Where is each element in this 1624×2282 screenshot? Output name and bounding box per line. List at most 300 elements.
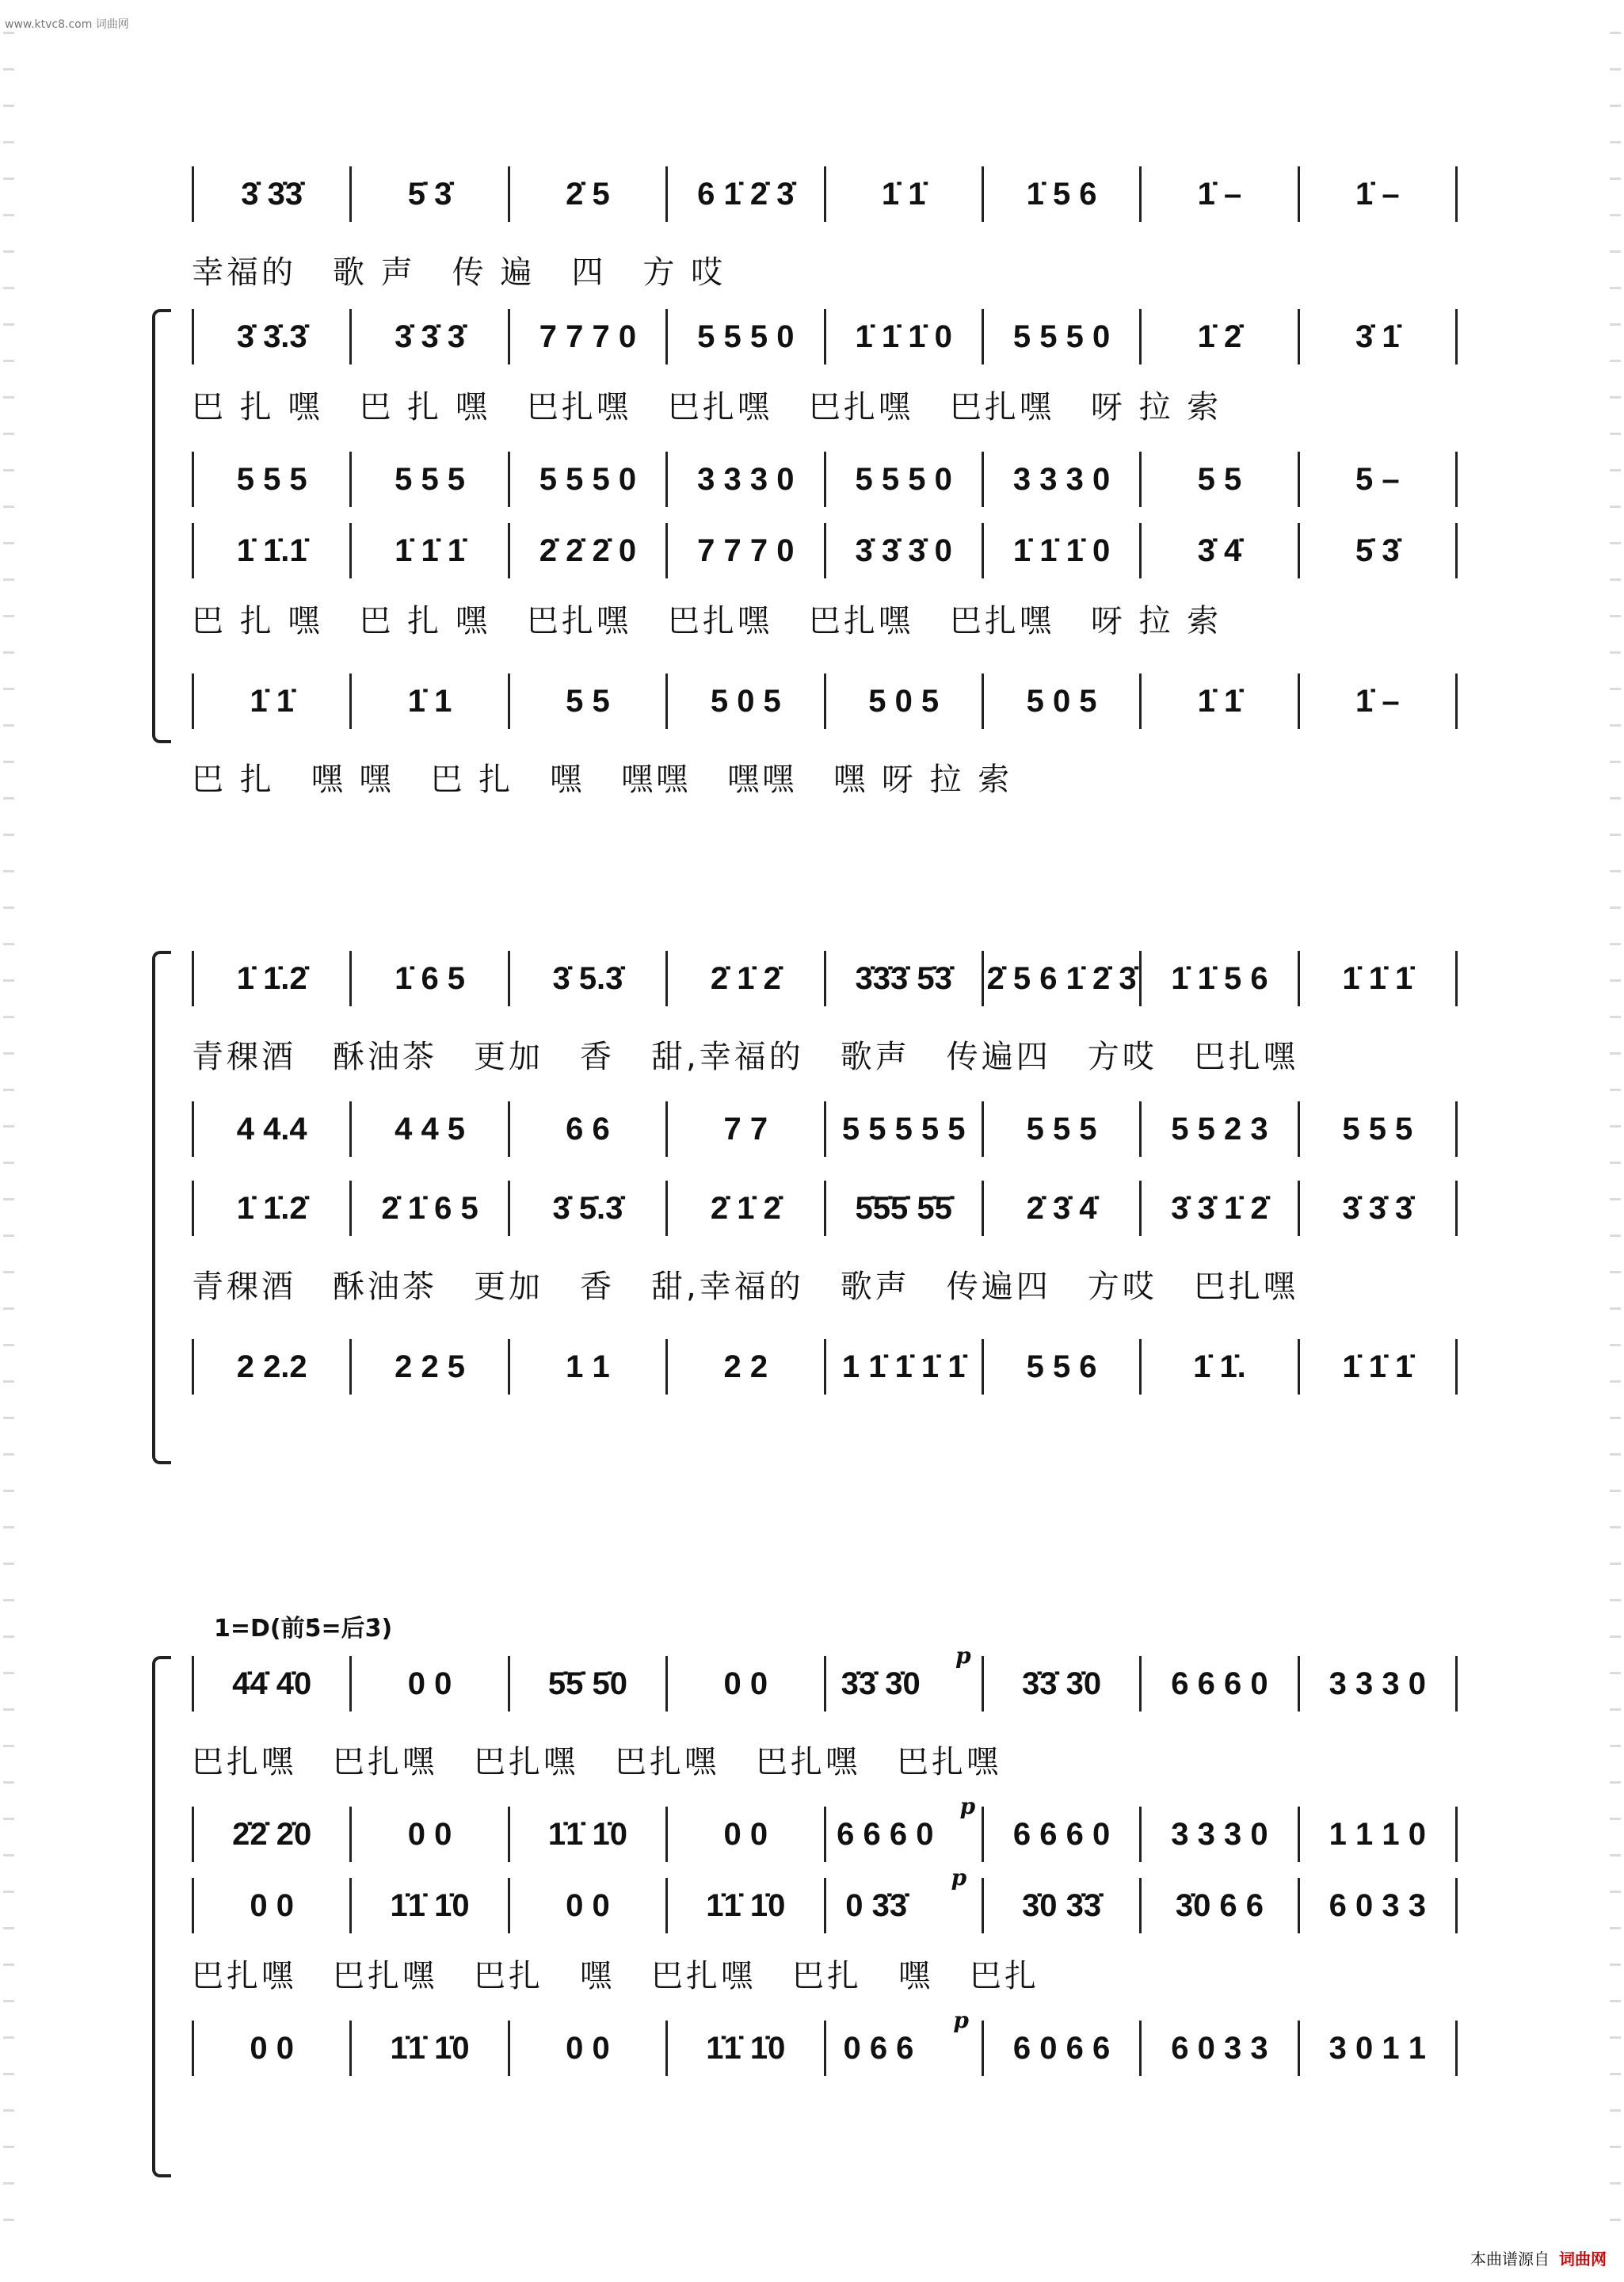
measure [510, 951, 668, 1006]
measure [194, 452, 352, 507]
lyric-chunk: 呀 拉 索 [1090, 602, 1222, 639]
measure [826, 674, 984, 729]
measure [352, 523, 509, 578]
measure-row [192, 674, 1458, 729]
measure [510, 1339, 668, 1395]
measure-notes: 1̇ 1̇ 1̇ [1342, 1349, 1413, 1384]
measure-notes: 5 0 5 [710, 683, 781, 719]
lyric-chunk: 巴 扎 嘿 [192, 602, 323, 639]
measure-notes: 1̇1̇ 1̇0 [706, 2030, 786, 2066]
measure [1142, 1878, 1299, 1933]
lyric-chunk: 嘿 [550, 761, 585, 798]
footer-source-label: 本曲谱源自 [1470, 2250, 1550, 2269]
measure [984, 1339, 1142, 1395]
measure [1142, 951, 1299, 1006]
measure-notes: 2̇ 2̇ 2̇ 0 [539, 532, 637, 568]
measure [510, 452, 668, 507]
measure-notes: 1̇ 1̇ 5 6 [1171, 960, 1268, 996]
measure-notes: 6 0 3 3 [1329, 1887, 1426, 1923]
lyric-chunk: 嘿 [580, 1957, 615, 1994]
measure [984, 674, 1142, 729]
measure [352, 1181, 509, 1236]
measure-notes: 6 0 6 6 [1012, 2030, 1111, 2066]
measure-notes: 4̇4̇ 4̇0 [232, 1666, 312, 1701]
lyric-chunk: 嘿 [898, 1957, 933, 1994]
lyric-chunk: 巴 扎 嘿 [359, 602, 490, 639]
measure-notes: 7 7 7 0 [697, 532, 795, 568]
measure [668, 1656, 825, 1712]
site-watermark: www.ktvc8.com 词曲网 [5, 18, 129, 31]
measure [668, 1181, 825, 1236]
lyric-chunk: 巴扎嘿 [526, 388, 631, 425]
measure-notes: 4 4.4 [236, 1111, 307, 1147]
measure [352, 1807, 509, 1862]
measure-notes: 3̇3̇ 3̇0 [841, 1666, 921, 1701]
measure-notes: 5̇5̇ 5̇0 [547, 1666, 627, 1701]
measure [984, 523, 1142, 578]
measure-notes: 1̇1̇ 1̇0 [547, 1816, 627, 1852]
measure-row [192, 166, 1458, 222]
measure-notes: 0 0 [723, 1666, 768, 1701]
measure-notes: 2 2 [723, 1349, 768, 1384]
measure-notes: 5 0 5 [1026, 683, 1097, 719]
measure [984, 1807, 1142, 1862]
lyric-chunk: 香 [580, 1038, 615, 1075]
measure-notes: 1̇ – [1197, 176, 1242, 212]
measure [826, 1339, 984, 1395]
lyric-chunk: 传 遍 [452, 254, 536, 291]
measure-notes: 1̇ 1̇ 1̇ 0 [855, 319, 952, 354]
footer-site-name: 词曲网 [1559, 2250, 1607, 2269]
measure-notes: 1̇ 1̇ [881, 176, 926, 212]
measure-notes: 5 – [1355, 461, 1400, 497]
measure [826, 523, 984, 578]
lyric-chunk: 方哎 [1087, 1268, 1157, 1305]
measure-notes: 1̇ 1̇ 1̇ [395, 532, 466, 568]
measure [510, 674, 668, 729]
measure-notes: 2 2.2 [236, 1349, 307, 1384]
measure [1142, 1656, 1299, 1712]
lyric-chunk: 歌声 [840, 1268, 910, 1305]
lyric-chunk: 幸福的 [192, 254, 296, 291]
measure-row [192, 1339, 1458, 1395]
measure-notes: 1̇ – [1355, 683, 1400, 719]
measure [984, 1181, 1142, 1236]
measure [352, 1878, 509, 1933]
right-watermark-strip [1610, 32, 1621, 2250]
left-watermark-strip [3, 32, 14, 2250]
measure [984, 2021, 1142, 2076]
measure-row [192, 1642, 1458, 1712]
measure [984, 1656, 1142, 1712]
dynamic-mark: p [953, 2006, 969, 2033]
measure-notes: 2 2 5 [395, 1349, 466, 1384]
measure [1142, 523, 1299, 578]
measure [194, 1101, 352, 1157]
measure-notes: 0 0 [250, 2030, 294, 2066]
measure [194, 951, 352, 1006]
lyric-chunk: 巴扎嘿 [651, 1957, 756, 1994]
measure [352, 166, 509, 222]
lyric-chunk: 巴扎嘿 [192, 1743, 296, 1780]
lyric-chunk: 嘿 嘿 [311, 761, 395, 798]
measure [194, 309, 352, 364]
lyric-chunk: 四 [571, 254, 607, 291]
staff-brace [152, 1656, 171, 2177]
dynamic-mark: p [955, 1642, 971, 1669]
measure [826, 951, 984, 1006]
measure-notes: 6 6 6 0 [837, 1816, 934, 1852]
measure [352, 1339, 509, 1395]
key-signature: 1=D(前5̇=后3̇) [214, 1615, 393, 1643]
score-system-2 [174, 951, 1458, 1490]
lyric-chunk: 巴扎嘿 [1193, 1038, 1298, 1075]
measure-notes: 5 5 5 0 [697, 319, 795, 354]
measure [510, 1807, 668, 1862]
measure-row [192, 309, 1458, 364]
measure-notes: 1̇ 1̇.2̇ [236, 960, 307, 996]
lyric-chunk: 青稞酒 [192, 1268, 296, 1305]
staff-brace [152, 309, 171, 743]
source-footer [1470, 2246, 1607, 2269]
measure [668, 1101, 825, 1157]
lyric-chunk: 更加 [474, 1268, 543, 1305]
measure-notes: 2̇ 1̇ 2̇ [710, 960, 781, 996]
measure-notes: 7 7 [723, 1111, 768, 1147]
measure [826, 309, 984, 364]
measure-notes: 0 3̇3̇ [845, 1887, 908, 1923]
measure-notes: 5 5 2 3 [1171, 1111, 1268, 1147]
measure [668, 951, 825, 1006]
measure [1142, 2021, 1299, 2076]
measure [1142, 452, 1299, 507]
lyric-chunk: 酥油茶 [333, 1038, 437, 1075]
measure-row [192, 1101, 1458, 1157]
measure [1300, 452, 1458, 507]
lyric-chunk: 巴扎嘿 [949, 602, 1054, 639]
measure-notes: 3̇ 3̇ 1̇ 2̇ [1171, 1190, 1268, 1226]
measure [194, 1807, 352, 1862]
measure-notes: 1̇ 1̇ 1̇ [1342, 960, 1413, 996]
lyric-line [192, 1260, 1458, 1307]
measure-notes: 1 1̇ 1̇ 1̇ 1̇ [841, 1349, 966, 1384]
measure [1300, 1101, 1458, 1157]
measure [1300, 1878, 1458, 1933]
measure-notes: 0 6 6 [843, 2030, 914, 2066]
measure-notes: 5 5 5 [1026, 1111, 1097, 1147]
measure-notes: 7 7 7 0 [539, 319, 637, 354]
lyric-chunk: 巴扎嘿 [192, 1957, 296, 1994]
measure-notes: 3 3 3 0 [697, 461, 795, 497]
lyric-chunk: 巴 扎 嘿 [192, 388, 323, 425]
measure [668, 1339, 825, 1395]
dynamic-mark: p [951, 1864, 967, 1891]
measure-notes: 0 0 [250, 1887, 294, 1923]
lyric-chunk: 香 [580, 1268, 615, 1305]
measure-notes: 3̇ 3̇3̇ [241, 176, 303, 212]
measure [510, 523, 668, 578]
measure [1142, 1807, 1299, 1862]
measure [668, 166, 825, 222]
measure-notes: 1̇ 6 5 [395, 960, 466, 996]
lyric-chunk: 巴扎嘿 [897, 1743, 1001, 1780]
measure-notes: 3̇0 6 6 [1175, 1887, 1264, 1923]
measure-notes: 5̇ 3̇ [1355, 532, 1400, 568]
notation-line [192, 2006, 1458, 2076]
lyric-chunk: 巴扎嘿 [949, 388, 1054, 425]
measure [194, 674, 352, 729]
measure-notes: 1̇1̇ 1̇0 [390, 2030, 470, 2066]
measure-row [192, 1181, 1458, 1236]
lyric-chunk: 巴扎嘿 [333, 1743, 437, 1780]
measure-notes: 3 3 3 0 [1329, 1666, 1426, 1701]
measure [668, 674, 825, 729]
lyric-line [192, 753, 1458, 800]
measure-notes: 1̇ 1̇.2̇ [236, 1190, 307, 1226]
lyric-chunk: 嘿嘿 [727, 761, 798, 798]
measure [352, 1656, 509, 1712]
measure-notes: 6 1̇ 2̇ 3̇ [697, 176, 795, 212]
measure-notes: 6 6 [566, 1111, 610, 1147]
measure-notes: 1̇ 1 [407, 683, 452, 719]
lyric-line [192, 1949, 1458, 1997]
measure [1142, 309, 1299, 364]
lyric-chunk: 巴扎 [970, 1957, 1039, 1994]
measure [984, 452, 1142, 507]
measure-row [192, 452, 1458, 507]
measure-row [192, 2006, 1458, 2076]
lyric-line [192, 246, 1458, 293]
measure-notes: 0 0 [407, 1816, 452, 1852]
measure-notes: 2̇2̇ 2̇0 [232, 1816, 312, 1852]
lyric-chunk: 巴扎嘿 [333, 1957, 437, 1994]
measure-notes: 1̇ 2̇ [1197, 319, 1242, 354]
measure-notes: 3̇ 1̇ [1355, 319, 1400, 354]
notation-line [192, 166, 1458, 222]
measure [668, 1807, 825, 1862]
lyric-chunk: 歌 声 [333, 254, 416, 291]
measure [194, 1181, 352, 1236]
measure [668, 2021, 825, 2076]
measure [510, 1181, 668, 1236]
measure [1142, 166, 1299, 222]
lyric-chunk: 方 哎 [642, 254, 726, 291]
measure [984, 1101, 1142, 1157]
measure [1300, 951, 1458, 1006]
measure-notes: 3̇ 3̇ 3̇ [395, 319, 466, 354]
lyric-chunk: 巴扎嘿 [808, 388, 913, 425]
measure [1300, 309, 1458, 364]
measure-notes: 5 5 5 [395, 461, 466, 497]
measure [352, 2021, 509, 2076]
measure [510, 1878, 668, 1933]
lyric-chunk: 巴扎嘿 [667, 602, 772, 639]
measure-notes: 5 5 5 [236, 461, 307, 497]
measure [1300, 1181, 1458, 1236]
measure-notes: 6 0 3 3 [1171, 2030, 1268, 2066]
lyric-chunk: 歌声 [840, 1038, 910, 1075]
measure-notes: 1̇1̇ 1̇0 [706, 1887, 786, 1923]
lyric-chunk: 酥油茶 [333, 1268, 437, 1305]
measure-notes: 0 0 [566, 1887, 610, 1923]
lyric-chunk: 巴扎嘿 [526, 602, 631, 639]
measure-row [192, 951, 1458, 1006]
measure [194, 2021, 352, 2076]
measure-notes: 1 1 [566, 1349, 610, 1384]
measure-notes: 6 6 6 0 [1012, 1816, 1111, 1852]
notation-line [192, 1642, 1458, 1712]
measure [1300, 523, 1458, 578]
measure-notes: 2̇ 5 6 1̇ 2̇ 3̇ [986, 960, 1137, 996]
measure [510, 309, 668, 364]
measure-notes: 2̇ 3̇ 4̇ [1026, 1190, 1097, 1226]
measure [668, 309, 825, 364]
measure [352, 452, 509, 507]
measure-notes: 3̇3̇ 3̇0 [1022, 1666, 1102, 1701]
notation-line [192, 523, 1458, 578]
measure-notes: 0 0 [723, 1816, 768, 1852]
measure-notes: 5 5 5 5 5 [841, 1111, 966, 1147]
lyric-line [192, 594, 1458, 642]
measure [668, 523, 825, 578]
measure [826, 1864, 984, 1933]
lyric-chunk: 巴扎嘿 [808, 602, 913, 639]
measure [352, 309, 509, 364]
measure-row [192, 523, 1458, 578]
measure [1300, 1339, 1458, 1395]
measure [510, 166, 668, 222]
measure-notes: 5̇ 3̇ [407, 176, 452, 212]
measure-notes: 5 5 5 [1342, 1111, 1413, 1147]
measure [668, 452, 825, 507]
measure-notes: 5 5 5 0 [1012, 319, 1111, 354]
score-system-3 [174, 1608, 1458, 2179]
measure-notes: 5 5 5 0 [855, 461, 952, 497]
lyric-chunk: 嘿嘿 [621, 761, 692, 798]
measure [1142, 1181, 1299, 1236]
measure-notes: 3̇0 3̇3̇ [1022, 1887, 1102, 1923]
lyric-chunk: 巴扎嘿 [474, 1743, 578, 1780]
lyric-chunk: 巴 扎 嘿 [359, 388, 490, 425]
staff-brace [152, 951, 171, 1464]
measure-notes: 3̇ 5̇.3̇ [552, 1190, 623, 1226]
measure [510, 2021, 668, 2076]
lyric-chunk: 巴扎嘿 [756, 1743, 860, 1780]
lyric-chunk: 甜,幸福的 [651, 1038, 804, 1075]
measure-row [192, 1792, 1458, 1862]
measure-notes: 2̇ 1̇ 6 5 [381, 1190, 478, 1226]
lyric-chunk: 更加 [474, 1038, 543, 1075]
notation-line [192, 1181, 1458, 1236]
measure [352, 674, 509, 729]
measure-notes: 5 5 6 [1026, 1349, 1097, 1384]
lyric-chunk: 传遍四 [946, 1268, 1051, 1305]
measure [194, 1656, 352, 1712]
measure-notes: 6 6 6 0 [1171, 1666, 1268, 1701]
notation-line [192, 1864, 1458, 1933]
lyric-chunk: 巴 扎 [430, 761, 514, 798]
measure [510, 1101, 668, 1157]
measure [668, 1878, 825, 1933]
notation-line [192, 452, 1458, 507]
lyric-chunk: 传遍四 [946, 1038, 1051, 1075]
measure [194, 523, 352, 578]
measure [984, 1878, 1142, 1933]
lyric-chunk: 巴扎 [474, 1957, 543, 1994]
measure [1142, 1101, 1299, 1157]
measure-notes: 1̇1̇ 1̇0 [390, 1887, 470, 1923]
notation-line [192, 1339, 1458, 1395]
measure-notes: 5 0 5 [868, 683, 940, 719]
measure-notes: 1̇ 1̇ 1̇ 0 [1012, 532, 1111, 568]
measure-notes: 1̇ 1̇.1̇ [236, 532, 307, 568]
measure [352, 1101, 509, 1157]
measure [510, 1656, 668, 1712]
measure-notes: 1̇ 5 6 [1026, 176, 1097, 212]
lyric-chunk: 甜,幸福的 [651, 1268, 804, 1305]
measure [826, 1792, 984, 1862]
measure-notes: 3̇ 3̇.3̇ [236, 319, 307, 354]
measure-notes: 2̇ 1̇ 2̇ [710, 1190, 781, 1226]
measure-notes: 3 3 3 0 [1012, 461, 1111, 497]
lyric-chunk: 青稞酒 [192, 1038, 296, 1075]
measure-notes: 3̇ 5.3̇ [552, 960, 623, 996]
measure [352, 951, 509, 1006]
lyric-chunk: 嘿 呀 拉 索 [833, 761, 1013, 798]
measure [1300, 1807, 1458, 1862]
measure-notes: 5̇5̇5̇ 5̇5̇ [855, 1190, 952, 1226]
lyric-chunk: 巴扎嘿 [615, 1743, 719, 1780]
measure [1300, 166, 1458, 222]
notation-line [192, 1792, 1458, 1862]
measure [826, 2006, 984, 2076]
measure-notes: 3 0 1 1 [1329, 2030, 1426, 2066]
measure-notes: 2̇ 5 [566, 176, 610, 212]
measure [194, 1878, 352, 1933]
measure-notes: 3 3 3 0 [1171, 1816, 1268, 1852]
measure-notes: 4 4 5 [395, 1111, 466, 1147]
measure-notes: 1̇ 1̇ [250, 683, 294, 719]
notation-line [192, 1101, 1458, 1157]
measure-notes: 5 5 5 0 [539, 461, 637, 497]
lyric-line [192, 380, 1458, 428]
measure-notes: 1 1 1 0 [1329, 1816, 1426, 1852]
measure [984, 951, 1142, 1006]
notation-line [192, 674, 1458, 729]
notation-line [192, 309, 1458, 364]
measure-notes: 1̇ – [1355, 176, 1400, 212]
measure [826, 166, 984, 222]
measure-notes: 5 5 [1197, 461, 1242, 497]
measure [1300, 2021, 1458, 2076]
lyric-line [192, 1030, 1458, 1078]
measure [826, 1181, 984, 1236]
measure-notes: 0 0 [566, 2030, 610, 2066]
measure [826, 1642, 984, 1712]
measure-notes: 3̇3̇3̇ 5̇3̇ [855, 960, 952, 996]
notation-line [192, 951, 1458, 1006]
lyric-chunk: 巴扎嘿 [667, 388, 772, 425]
lyric-line [192, 1735, 1458, 1783]
lyric-chunk: 巴扎 [792, 1957, 862, 1994]
measure [194, 1339, 352, 1395]
measure-notes: 1̇ 1̇. [1193, 1349, 1246, 1384]
measure-notes: 1̇ 1̇ [1197, 683, 1242, 719]
measure [1142, 1339, 1299, 1395]
measure [194, 166, 352, 222]
measure-notes: 3̇ 3̇ 3̇ 0 [855, 532, 952, 568]
lyric-chunk: 巴 扎 [192, 761, 275, 798]
